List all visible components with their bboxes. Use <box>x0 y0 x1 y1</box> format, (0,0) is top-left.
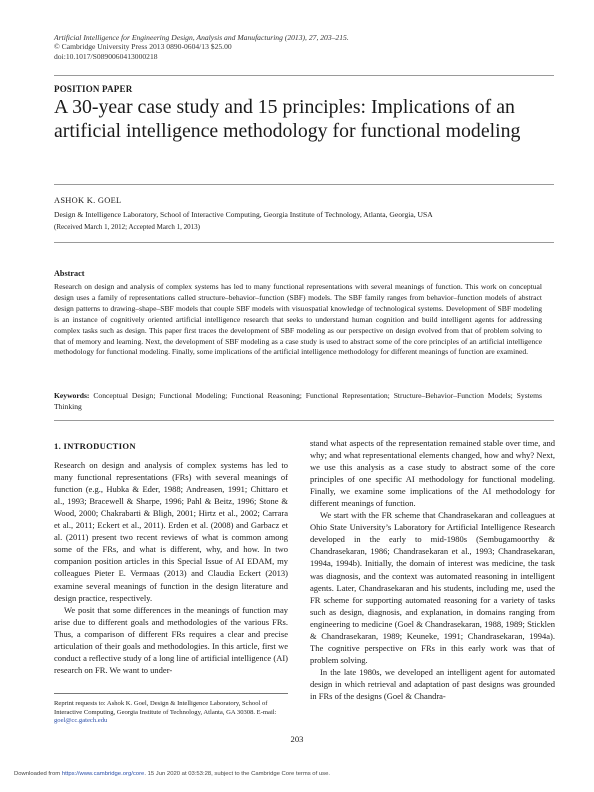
download-suffix: . 15 Jun 2020 at 03:53:28, subject to the Cambridge Core terms of use. <box>144 771 330 777</box>
paragraph: In the late 1980s, we developed an intelligent agent for automated design in which retrieval and adaptation of past designs was grounded in FRs of the designs (Goel & Chandra- <box>310 666 555 701</box>
section-heading-introduction: 1. INTRODUCTION <box>54 441 136 451</box>
footnote-rule <box>54 693 288 694</box>
page-number: 203 <box>290 734 304 744</box>
received-dates: (Received March 1, 2012; Accepted March 1, 2013) <box>54 223 200 231</box>
title-rule <box>54 184 554 185</box>
journal-citation: Artificial Intelligence for Engineering Design, Analysis and Manufacturing (2013), 27, 203–215. <box>54 33 349 42</box>
email-link[interactable]: goel@cc.gatech.edu <box>54 717 108 725</box>
abstract-top-rule <box>54 242 554 243</box>
paragraph: Research on design and analysis of complex systems has led to many functional representations (FRs) with several meanings of function (e.g., Hubka & Eder, 1988; Andreasen, 1991; Chittaro et al., 1993; Bracewell & Sharpe, 1996; Pahl & Beitz, 1996; Stone & Wood, 2000; Chakrabarti & Bligh, 2001; Hirtz et al., 2002; Carrara et al., 2011; Eckert et al., 2011). Erden et al. (2008) and Garbacz et al. (2011) present two recent reviews of what is common among some of the FRs, and what is different, why, and how. In two companion position articles in this Special Issue of AI EDAM, my colleagues Pieter E. Vermaas (2013) and Claudia Eckert (2013) examine several meanings of function in the design literature and design practice, respectively. <box>54 460 288 603</box>
footnote-text: Reprint requests to: Ashok K. Goel, Design & Intelligence Laboratory, School of Interactive Computing, Georgia Institute of Technology, Atlanta, GA 30308. E-mail: <box>54 700 277 716</box>
keywords-text: Conceptual Design; Functional Modeling; Functional Reasoning; Functional Representation; Structure–Behavior–Function Models; Systems Thinking <box>54 391 542 411</box>
download-prefix: Downloaded from <box>14 771 61 777</box>
affiliation: Design & Intelligence Laboratory, School of Interactive Computing, Georgia Institute of Technology, Atlanta, Georgia, USA <box>54 210 433 219</box>
download-notice <box>14 771 330 777</box>
copyright-line: © Cambridge University Press 2013 0890-0604/13 $25.00 <box>54 42 232 52</box>
author-name: ASHOK K. GOEL <box>54 196 122 205</box>
left-column <box>54 440 288 676</box>
journal-header <box>54 33 349 61</box>
paragraph: We start with the FR scheme that Chandrasekaran and colleagues at Ohio State University’s Laboratory for Artificial Intelligence Research developed in the early to mid-1980s (Sembugamoorthy & Chandrasekaran, 1986; Chandrasekaran et al., 1993; Chandrasekaran, 1994a, 1994b). Initially, the domain of interest was medicine, the task was diagnosis, and the context was automated reasoning in intelligent agents. Later, Chandrasekaran and his students, including me, used the FR scheme for supporting automated reasoning for a variety of tasks such as design, diagnosis, and explanation, in domains ranging from engineering to medicine (Goel & Chandrasekaran, 1988, 1989; Sticklen & Chandrasekaran, 1989; Keuneke, 1991; Chandrasekaran, 1994a). The cognitive perspective on FRs in this early work was that of problem solving. <box>310 510 555 665</box>
keywords-label: Keywords: <box>54 391 90 400</box>
footnote <box>54 700 288 726</box>
abstract-text: Research on design and analysis of complex systems has led to many functional representations with several meanings of function. This work on conceptual design uses a family of representations called structure–behavior–function (SBF) models. The SBF family ranges from behavior–function models of abstract design patterns to drawing–shape–SBF models that couple SBF models with visuospatial knowledge of technological systems. Development of SBF modeling is an instance of cognitively oriented artificial intelligence research that seeks to understand human cognition and build intelligent agents for addressing complex tasks such as design. This paper first traces the development of SBF modeling as our perspective on design evolved from that of problem solving to that of memory and learning. Next, the development of SBF modeling as a case study is used to abstract some of the core principles of an artificial intelligence methodology for functional modeling. Finally, some implications of the artificial intelligence methodology for different meanings of function are examined. <box>54 282 542 357</box>
paper-title: A 30-year case study and 15 principles: Implications of an artificial intelligence methodology for functional modeling <box>54 96 521 142</box>
cambridge-core-link[interactable]: https://www.cambridge.org/core <box>61 771 145 777</box>
section-type: POSITION PAPER <box>54 84 133 94</box>
paragraph: stand what aspects of the representation remained stable over time, and why; and what representational elements changed, how and why? Next, we use this analysis as a case study to abstract some of the core principles of one specific AI methodology for functional modeling. Finally, we examine some implications of the AI methodology for different meanings of function. <box>310 438 555 509</box>
header-rule <box>54 75 554 76</box>
paragraph: We posit that some differences in the meanings of function may arise due to different goals and methodologies of the various FRs. Thus, a comparison of different FRs requires a clear and precise articulation of their goals and methodologies. In this article, first we conduct a reflective study of a long line of artificial intelligence (AI) research on FR. We want to under- <box>54 604 288 675</box>
doi-line: doi:10.1017/S0890060413000218 <box>54 51 158 61</box>
abstract-heading: Abstract <box>54 269 85 278</box>
abstract-bottom-rule <box>54 420 554 421</box>
right-column <box>310 437 555 702</box>
keywords <box>54 391 542 413</box>
